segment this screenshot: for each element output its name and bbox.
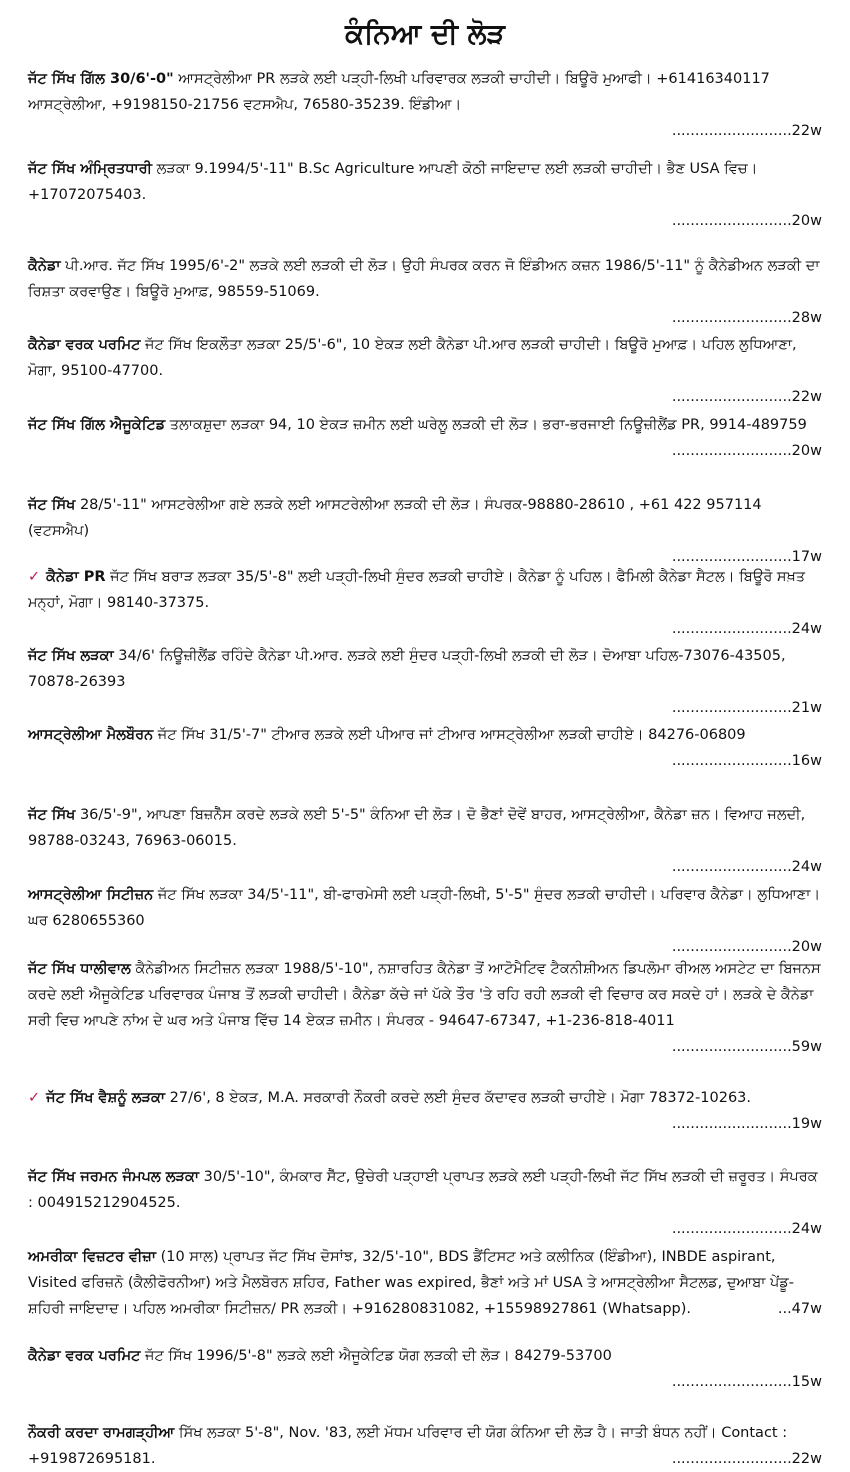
ad-text: (10 ਸਾਲ) ਪ੍ਰਾਪਤ ਜੱਟ ਸਿੱਖ ਦੋਸਾਂਝ, 32/5'-10", BDS ਡੈਂਟਿਸਟ ਅਤੇ ਕਲੀਨਿਕ (ਇੰਡੀਆ), INBDE aspirant, Visited ਫਰਿਜ਼ਨੋ (ਕੈਲੀਫੋਰਨੀਆ) ਅਤੇ ਮੈਲਬੋਰਨ ਸ਼ਹਿਰ, Father was expired, ਭੈਣਾਂ ਅਤੇ ਮਾਂ USA ਤੇ ਆਸਟ੍ਰੇਲੀਆ ਸੈਟਲਡ, ਦੁਆਬਾ ਪੇਂਡੂ-ਸ਼ਹਿਰੀ ਜਾਇਦਾਦ। ਪਹਿਲ ਅਮਰੀਕਾ ਸਿਟੀਜ਼ਨ/ PR ਲੜਕੀ। +916280831082, +15598927861 (Whatsapp). [28,1249,795,1317]
ad-text: ਜੱਟ ਸਿੱਖ ਲੜਕਾ 34/5'-11", ਬੀ-ਫਾਰਮੇਸੀ ਲਈ ਪੜ੍ਹੀ-ਲਿਖੀ, 5'-5" ਸੁੰਦਰ ਲੜਕੀ ਚਾਹੀਦੀ। ਪਰਿਵਾਰ ਕੈਨੇਡਾ। ਲੁਧਿਆਣਾ। ਘਰ 6280655360 [28,887,821,929]
ad-rate: ..........................24w [671,859,822,875]
ad-lead: ਜੱਟ ਸਿੱਖ [28,497,76,513]
ad-lead: ਆਸਟ੍ਰੇਲੀਆ ਸਿਟੀਜ਼ਨ [28,887,154,903]
ad-rate: ..........................15w [671,1374,822,1390]
ad-item [28,412,822,464]
ad-item [28,643,822,721]
ad-rate: ..........................20w [671,213,822,229]
ad-rate: ..........................20w [671,443,822,459]
checkmark-icon: ✓ [28,1090,41,1106]
ad-lead: ਜੱਟ ਸਿੱਖ ਅੰਮ੍ਰਿਤਧਾਰੀ [28,161,152,177]
ad-lead: ਜੱਟ ਸਿੱਖ ਗਿੱਲ ਐਜੂਕੇਟਿਡ [28,417,166,433]
ad-text: ਜੱਟ ਸਿੱਖ ਬਰਾੜ ਲੜਕਾ 35/5'-8" ਲਈ ਪੜ੍ਹੀ-ਲਿਖੀ ਸੁੰਦਰ ਲੜਕੀ ਚਾਹੀਏ। ਕੈਨੇਡਾ ਨੂੰ ਪਹਿਲ। ਫੈਮਿਲੀ ਕੈਨੇਡਾ ਸੈਟਲ। ਬਿਊਰੋ ਸਖ਼ਤ ਮਨ੍ਹਾਂ, ਮੋਗਾ। 98140-37375. [28,569,806,611]
ad-lead: ਕੈਨੇਡਾ [28,258,61,274]
ad-lead: ਜੱਟ ਸਿੱਖ ਜਰਮਨ ਜੰਮਪਲ ਲੜਕਾ [28,1169,200,1185]
ad-item [28,1164,822,1242]
ad-lead: ਜੱਟ ਸਿੱਖ ਗਿੱਲ 30/6'-0" [28,71,174,87]
page-title: ਕੰਨਿਆ ਦੀ ਲੋੜ [345,17,505,50]
ad-text: ਕੈਨੇਡੀਅਨ ਸਿਟੀਜ਼ਨ ਲੜਕਾ 1988/5'-10", ਨਸ਼ਾਰਹਿਤ ਕੈਨੇਡਾ ਤੋਂ ਆਟੋਮੈਟਿਵ ਟੈਕਨੀਸ਼ੀਅਨ ਡਿਪਲੋਮਾ ਰੀਅਲ ਅਸਟੇਟ ਦਾ ਬਿਜਨਸ ਕਰਦੇ ਲਈ ਐਜੂਕੇਟਿਡ ਪਰਿਵਾਰਕ ਪੰਜਾਬ ਤੋਂ ਲੜਕੀ ਚਾਹੀਦੀ। ਕੈਨੇਡਾ ਕੱਚੇ ਜਾਂ ਪੱਕੇ ਤੌਰ 'ਤੇ ਰਹਿ ਰਹੀ ਲੜਕੀ ਵੀ ਵਿਚਾਰ ਕਰ ਸਕਦੇ ਹਾਂ। ਲੜਕੇ ਦੇ ਕੈਨੇਡਾ ਸਰੀ ਵਿਚ ਆਪਣੇ ਨਾਂਅ ਦੇ ਘਰ ਅਤੇ ਪੰਜਾਬ ਵਿੱਚ 14 ਏਕੜ ਜ਼ਮੀਨ। ਸੰਪਰਕ - 94647-67347, +1-236-818-4011 [28,961,821,1029]
ad-rate: ..........................24w [671,1221,822,1237]
ad-lead: ਜੱਟ ਸਿੱਖ ਧਾਲੀਵਾਲ [28,961,131,977]
ad-text: ਪੀ.ਆਰ. ਜੱਟ ਸਿੱਖ 1995/6'-2" ਲੜਕੇ ਲਈ ਲੜਕੀ ਦੀ ਲੋੜ। ਉਹੀ ਸੰਪਰਕ ਕਰਨ ਜੋ ਇੰਡੀਅਨ ਕਜ਼ਨ 1986/5'-11" ਨੂੰ ਕੈਨੇਡੀਅਨ ਲੜਕੀ ਦਾ ਰਿਸ਼ਤਾ ਕਰਵਾਉਣ। ਬਿਊਰੋ ਮੁਆਫ਼, 98559-51069. [28,258,820,300]
checkmark-icon: ✓ [28,569,41,585]
ad-text: 36/5'-9", ਆਪਣਾ ਬਿਜ਼ਨੈੱਸ ਕਰਦੇ ਲੜਕੇ ਲਈ 5'-5" ਕੰਨਿਆ ਦੀ ਲੋੜ। ਦੋ ਭੈਣਾਂ ਦੋਵੇਂ ਬਾਹਰ, ਆਸਟ੍ਰੇਲੀਆ, ਕੈਨੇਡਾ ਜ਼ਨ। ਵਿਆਹ ਜਲਦੀ, 98788-03243, 76963-06015. [28,807,806,849]
ad-rate: ..........................20w [671,939,822,955]
ad-rate: ..........................21w [671,700,822,716]
ad-item [28,66,822,144]
ad-rate: ..........................59w [671,1039,822,1055]
ad-lead: ਜੱਟ ਸਿੱਖ [28,807,76,823]
ad-rate: ..........................22w [671,123,822,139]
ad-lead: ਕੈਨੇਡਾ PR [46,569,106,585]
ad-item [28,253,822,331]
ad-lead: ਅਮਰੀਕਾ ਵਿਜ਼ਟਰ ਵੀਜ਼ਾ [28,1249,157,1265]
ad-item [28,1420,822,1472]
ad-rate: ..........................19w [671,1116,822,1132]
ad-rate: ...47w [777,1301,822,1317]
ad-text: ਆਸਟ੍ਰੇਲੀਆ PR ਲੜਕੇ ਲਈ ਪੜ੍ਹੀ-ਲਿਖੀ ਪਰਿਵਾਰਕ ਲੜਕੀ ਚਾਹੀਦੀ। ਬਿਊਰੋ ਮੁਆਫੀ। +61416340117 ਆਸਟ੍ਰੇਲੀਆ, +9198150-21756 ਵਟਸਐਪ, 76580-35239. ਇੰਡੀਆ। [28,71,770,113]
ad-lead: ਕੈਨੇਡਾ ਵਰਕ ਪਰਮਿਟ [28,337,141,353]
ad-rate: ..........................24w [671,621,822,637]
ad-lead: ਆਸਟ੍ਰੇਲੀਆ ਮੈਲਬੌਰਨ [28,727,154,743]
ad-rate: ..........................28w [671,310,822,326]
ad-rate: ..........................16w [671,753,822,769]
ad-rate: ..........................22w [671,389,822,405]
ad-item [28,564,822,642]
ad-item [28,156,822,234]
ad-lead: ਜੱਟ ਸਿੱਖ ਵੈਸ਼ਨੂੰ ਲੜਕਾ [46,1090,166,1106]
ad-item [28,722,822,774]
ad-rate: ..........................22w [671,1451,822,1467]
ad-item [28,1244,822,1322]
ad-lead: ਜੱਟ ਸਿੱਖ ਲੜਕਾ [28,648,114,664]
ad-text: ਜੱਟ ਸਿੱਖ ਇਕਲੌਤਾ ਲੜਕਾ 25/5'-6", 10 ਏਕੜ ਲਈ ਕੈਨੇਡਾ ਪੀ.ਆਰ ਲੜਕੀ ਚਾਹੀਦੀ। ਬਿਊਰੋ ਮੁਆਫ਼। ਪਹਿਲ ਲੁਧਿਆਣਾ, ਮੋਗਾ, 95100-47700. [28,337,797,379]
ad-item [28,802,822,880]
ad-text: ਜੱਟ ਸਿੱਖ 1996/5'-8" ਲੜਕੇ ਲਈ ਐਜੂਕੇਟਿਡ ਯੋਗ ਲੜਕੀ ਦੀ ਲੋੜ। 84279-53700 [140,1348,612,1364]
ad-item [28,1343,822,1395]
ad-text: ਤਲਾਕਸ਼ੁਦਾ ਲੜਕਾ 94, 10 ਏਕੜ ਜ਼ਮੀਨ ਲਈ ਘਰੇਲੂ ਲੜਕੀ ਦੀ ਲੋੜ। ਭਰਾ-ਭਰਜਾਈ ਨਿਊਜ਼ੀਲੈਂਡ PR, 9914-489759 [165,417,807,433]
ad-text: ਸਿੱਖ ਲੜਕਾ 5'-8", Nov. '83, ਲਈ ਮੱਧਮ ਪਰਿਵਾਰ ਦੀ ਯੋਗ ਕੰਨਿਆ ਦੀ ਲੋੜ ਹੈ। ਜਾਤੀ ਬੰਧਨ ਨਹੀਂ। Contact : +919872695181. [28,1425,788,1467]
ad-text: 28/5'-11" ਆਸਟਰੇਲੀਆ ਗਏ ਲੜਕੇ ਲਈ ਆਸਟਰੇਲੀਆ ਲੜਕੀ ਦੀ ਲੋੜ। ਸੰਪਰਕ-98880-28610 , +61 422 957114 (ਵਟਸਐਪ) [28,497,762,539]
ad-lead: ਕੈਨੇਡਾ ਵਰਕ ਪਰਮਿਟ [28,1348,141,1364]
ad-item [28,332,822,410]
ad-item [28,882,822,960]
ad-text: ਜੱਟ ਸਿੱਖ 31/5'-7" ਟੀਆਰ ਲੜਕੇ ਲਈ ਪੀਆਰ ਜਾਂ ਟੀਆਰ ਆਸਟ੍ਰੇਲੀਆ ਲੜਕੀ ਚਾਹੀਏ। 84276-06809 [153,727,746,743]
ad-item [28,492,822,570]
ad-lead: ਨੌਕਰੀ ਕਰਦਾ ਰਾਮਗੜ੍ਹੀਆ [28,1425,175,1441]
ad-text: 30/5'-10", ਕੰਮਕਾਰ ਸੈੱਟ, ਉਚੇਰੀ ਪੜ੍ਹਾਈ ਪ੍ਰਾਪਤ ਲੜਕੇ ਲਈ ਪੜ੍ਹੀ-ਲਿਖੀ ਜੱਟ ਸਿੱਖ ਲੜਕੀ ਦੀ ਜ਼ਰੂਰਤ। ਸੰਪਰਕ : 004915212904525. [28,1169,818,1211]
ad-rate: ..........................17w [671,549,822,565]
ad-text: 27/6', 8 ਏਕੜ, M.A. ਸਰਕਾਰੀ ਨੌਕਰੀ ਕਰਦੇ ਲਈ ਸੁੰਦਰ ਕੱਦਾਵਰ ਲੜਕੀ ਚਾਹੀਏ। ਮੋਗਾ 78372-10263. [165,1090,752,1106]
ad-text: 34/6' ਨਿਊਜ਼ੀਲੈਂਡ ਰਹਿੰਦੇ ਕੈਨੇਡਾ ਪੀ.ਆਰ. ਲੜਕੇ ਲਈ ਸੁੰਦਰ ਪੜ੍ਹੀ-ਲਿਖੀ ਲੜਕੀ ਦੀ ਲੋੜ। ਦੋਆਬਾ ਪਹਿਲ-73076-43505, 70878-26393 [28,648,786,690]
ad-item [28,1085,822,1137]
ad-item [28,956,822,1060]
ad-text: ਲੜਕਾ 9.1994/5'-11" B.Sc Agriculture ਆਪਣੀ ਕੋਠੀ ਜਾਇਦਾਦ ਲਈ ਲੜਕੀ ਚਾਹੀਦੀ। ਭੈਣ USA ਵਿਚ। +17072075403. [28,161,758,203]
